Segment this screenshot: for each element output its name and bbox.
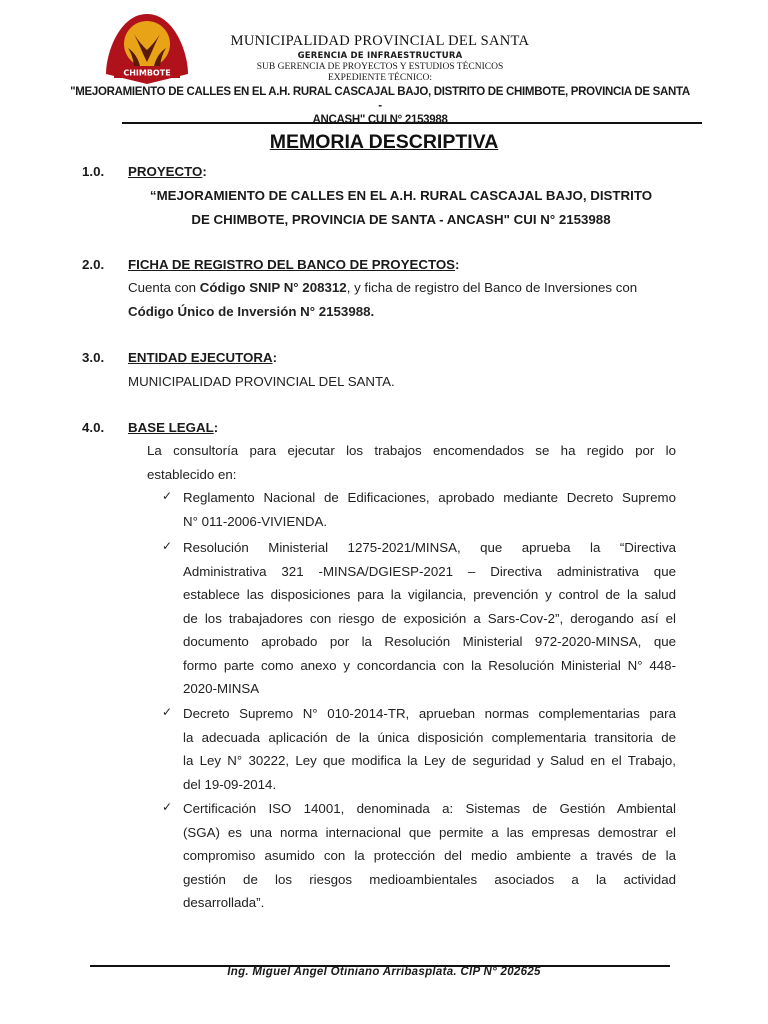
footer-signature: Ing. Miguel Angel Otiniano Arribasplata. CIP N° 202625 — [227, 966, 541, 978]
section-3-heading: ENTIDAD EJECUTORA: — [128, 350, 277, 365]
section-4-intro: La consultoría para ejecutar los trabajos encomendados se ha regido por lo establecido en: — [147, 443, 676, 482]
section-3-text: MUNICIPALIDAD PROVINCIAL DEL SANTA. — [128, 374, 395, 389]
header-project-title — [70, 85, 690, 127]
section-3-number: 3.0. — [82, 350, 105, 365]
section-4-number: 4.0. — [82, 420, 105, 435]
section-2-text: Cuenta con Código SNIP N° 208312, y ficha de registro del Banco de Inversiones con Código Único de Inversión N° 2153988. — [128, 280, 638, 319]
section-4-heading: BASE LEGAL: — [128, 420, 219, 435]
section-2-heading: FICHA DE REGISTRO DEL BANCO DE PROYECTOS: — [128, 257, 460, 272]
section-2-number: 2.0. — [82, 257, 105, 272]
header-project-line-2: ANCASH" CUI N° 2153988 — [312, 114, 448, 126]
header-project-line-1: "MEJORAMIENTO DE CALLES EN EL A.H. RURAL CASCAJAL BAJO, DISTRITO DE CHIMBOTE, PROVINCIA DE SANTA - — [70, 86, 690, 112]
check-icon: ✓ — [162, 489, 173, 503]
legal-item: Certificación ISO 14001, denominada a: Sistemas de Gestión Ambiental (SGA) es una norma internacional que permite a las empresas demostrar el compromiso asumido con la protección del medio ambiente a través de la gestión de los riesgos medioambientales asociados a la actividad desarrollada”. — [183, 801, 676, 910]
sub-gerencia-name: SUB GERENCIA DE PROYECTOS Y ESTUDIOS TÉCNICOS — [256, 62, 504, 72]
project-name-line-1: “MEJORAMIENTO DE CALLES EN EL A.H. RURAL CASCAJAL BAJO, DISTRITO — [149, 188, 653, 203]
section-1-heading: PROYECTO: — [128, 164, 207, 179]
project-name-line-2: DE CHIMBOTE, PROVINCIA DE SANTA - ANCASH" CUI N° 2153988 — [191, 212, 611, 227]
project-name — [128, 184, 674, 232]
header-divider — [122, 122, 702, 124]
check-icon: ✓ — [162, 539, 173, 553]
legal-item: Reglamento Nacional de Edificaciones, aprobado mediante Decreto Supremo N° 011-2006-VIVIENDA. — [183, 490, 676, 529]
check-icon: ✓ — [162, 800, 173, 814]
page-title: MEMORIA DESCRIPTIVA — [269, 131, 499, 153]
check-icon: ✓ — [162, 705, 173, 719]
expediente-label: EXPEDIENTE TÉCNICO: — [327, 73, 433, 83]
logo-text: CHIMBOTE — [123, 68, 171, 78]
municipality-name: MUNICIPALIDAD PROVINCIAL DEL SANTA — [230, 33, 530, 49]
section-1-number: 1.0. — [82, 164, 105, 179]
legal-item: Decreto Supremo N° 010-2014-TR, aprueban normas complementarias para la adecuada aplicación de la única disposición complementaria transitoria de la Ley N° 30222, Ley que modifica la Ley de seguridad y Salud en el Trabajo, del 19-09-2014. — [183, 706, 676, 792]
legal-item: Resolución Ministerial 1275-2021/MINSA, que aprueba la “Directiva Administrativa 321 -MINSA/DGIESP-2021 – Directiva administrativa que establece las disposiciones para la vigilancia, prevención y control de la salud de los trabajadores con riesgo de exposición a Sars-Cov-2”, derogando así el documento aprobado por la Resolución Ministerial 972-2020-MINSA, que formo parte como anexo y concordancia con la Resolución Ministerial N° 448- 2020-MINSA — [183, 540, 676, 696]
gerencia-name: GERENCIA DE INFRAESTRUCTURA — [297, 51, 463, 61]
